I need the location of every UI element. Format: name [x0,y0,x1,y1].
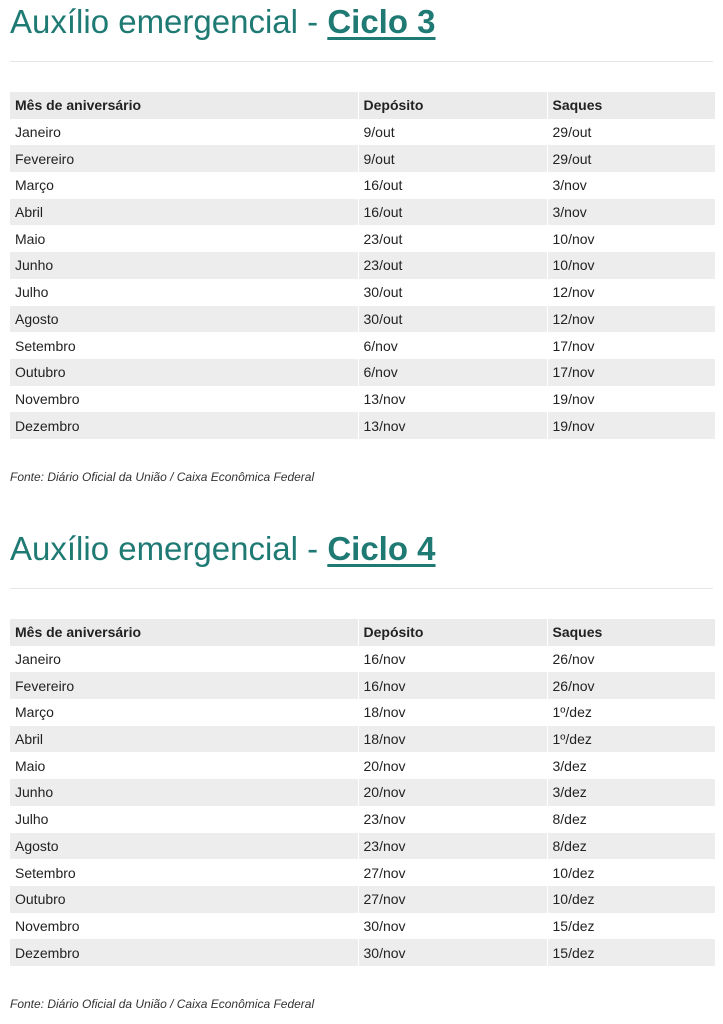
table-row [10,225,715,252]
column-header-withdrawals: Saques [547,619,715,646]
table-row [10,646,715,673]
month-cell: Maio [10,225,358,252]
withdrawal-cell: 26/nov [547,646,715,673]
withdrawal-cell: 1º/dez [547,726,715,753]
table-row [10,386,715,413]
withdrawal-cell: 3/nov [547,199,715,226]
deposit-cell: 16/nov [358,646,547,673]
month-cell: Maio [10,752,358,779]
deposit-cell: 16/out [358,199,547,226]
table-header-row [10,92,715,119]
month-cell: Setembro [10,859,358,886]
table-row [10,412,715,439]
month-cell: Novembro [10,913,358,940]
table-row [10,172,715,199]
table-header-row [10,619,715,646]
deposit-cell: 16/nov [358,672,547,699]
withdrawal-cell: 15/dez [547,939,715,966]
deposit-cell: 18/nov [358,726,547,753]
withdrawal-cell: 12/nov [547,306,715,333]
table-row [10,752,715,779]
month-cell: Fevereiro [10,145,358,172]
deposit-cell: 6/nov [358,332,547,359]
table-row [10,886,715,913]
table-row [10,119,715,146]
table-row [10,859,715,886]
deposit-cell: 30/out [358,279,547,306]
cycle-4-section [0,527,723,1011]
column-header-deposit: Depósito [358,619,547,646]
withdrawal-cell: 29/out [547,119,715,146]
withdrawal-cell: 8/dez [547,806,715,833]
table-row [10,199,715,226]
deposit-cell: 30/out [358,306,547,333]
withdrawal-cell: 19/nov [547,412,715,439]
table-row [10,779,715,806]
table-row [10,939,715,966]
deposit-cell: 23/out [358,252,547,279]
table-row [10,699,715,726]
withdrawal-cell: 29/out [547,145,715,172]
deposit-cell: 30/nov [358,913,547,940]
month-cell: Março [10,699,358,726]
cycle-4-link[interactable]: Ciclo 4 [327,530,436,567]
month-cell: Abril [10,199,358,226]
withdrawal-cell: 12/nov [547,279,715,306]
table-row [10,332,715,359]
withdrawal-cell: 3/dez [547,779,715,806]
month-cell: Dezembro [10,939,358,966]
month-cell: Novembro [10,386,358,413]
withdrawal-cell: 3/nov [547,172,715,199]
withdrawal-cell: 10/nov [547,252,715,279]
deposit-cell: 13/nov [358,386,547,413]
withdrawal-cell: 17/nov [547,332,715,359]
column-header-month: Mês de aniversário [10,92,358,119]
deposit-cell: 30/nov [358,939,547,966]
table-row [10,806,715,833]
month-cell: Outubro [10,886,358,913]
cycle-3-table [10,92,715,439]
cycle-4-title [0,527,723,571]
withdrawal-cell: 1º/dez [547,699,715,726]
deposit-cell: 27/nov [358,886,547,913]
deposit-cell: 6/nov [358,359,547,386]
month-cell: Abril [10,726,358,753]
deposit-cell: 9/out [358,119,547,146]
deposit-cell: 23/nov [358,806,547,833]
withdrawal-cell: 10/dez [547,859,715,886]
month-cell: Agosto [10,306,358,333]
deposit-cell: 9/out [358,145,547,172]
withdrawal-cell: 15/dez [547,913,715,940]
month-cell: Junho [10,252,358,279]
table-row [10,672,715,699]
table-row [10,359,715,386]
month-cell: Agosto [10,833,358,860]
cycle-3-section [0,0,723,484]
table-row [10,726,715,753]
month-cell: Março [10,172,358,199]
column-header-deposit: Depósito [358,92,547,119]
deposit-cell: 23/out [358,225,547,252]
month-cell: Julho [10,806,358,833]
month-cell: Setembro [10,332,358,359]
source-note: Fonte: Diário Oficial da União / Caixa Econômica Federal [10,997,315,1011]
divider [10,588,713,589]
month-cell: Junho [10,779,358,806]
deposit-cell: 13/nov [358,412,547,439]
cycle-3-link[interactable]: Ciclo 3 [327,3,436,40]
table-row [10,306,715,333]
divider [10,61,713,62]
deposit-cell: 16/out [358,172,547,199]
month-cell: Janeiro [10,646,358,673]
deposit-cell: 20/nov [358,779,547,806]
column-header-withdrawals: Saques [547,92,715,119]
withdrawal-cell: 3/dez [547,752,715,779]
withdrawal-cell: 8/dez [547,833,715,860]
withdrawal-cell: 10/dez [547,886,715,913]
month-cell: Fevereiro [10,672,358,699]
month-cell: Outubro [10,359,358,386]
withdrawal-cell: 17/nov [547,359,715,386]
cycle-3-title [0,0,723,44]
deposit-cell: 20/nov [358,752,547,779]
deposit-cell: 27/nov [358,859,547,886]
column-header-month: Mês de aniversário [10,619,358,646]
deposit-cell: 18/nov [358,699,547,726]
withdrawal-cell: 10/nov [547,225,715,252]
table-row [10,833,715,860]
withdrawal-cell: 26/nov [547,672,715,699]
withdrawal-cell: 19/nov [547,386,715,413]
cycle-4-table [10,619,715,966]
cycle-3-title-text: Auxílio emergencial - [10,3,328,40]
deposit-cell: 23/nov [358,833,547,860]
month-cell: Dezembro [10,412,358,439]
source-note: Fonte: Diário Oficial da União / Caixa Econômica Federal [10,470,315,484]
table-row [10,145,715,172]
table-row [10,252,715,279]
month-cell: Julho [10,279,358,306]
table-row [10,279,715,306]
month-cell: Janeiro [10,119,358,146]
cycle-4-title-text: Auxílio emergencial - [10,530,328,567]
table-row [10,913,715,940]
